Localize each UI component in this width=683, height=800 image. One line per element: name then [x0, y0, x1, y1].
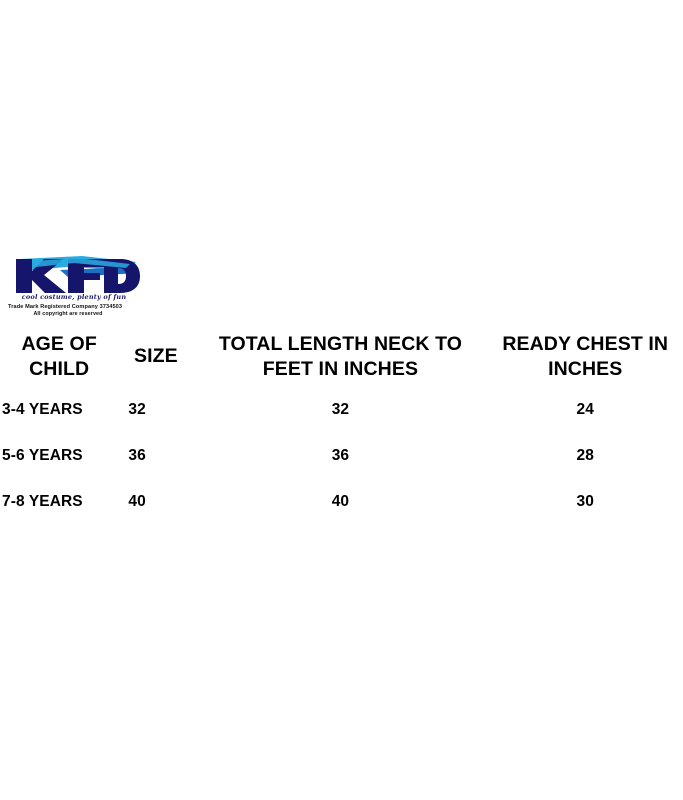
kfd-logo-icon: [8, 253, 140, 295]
cell-total-length: 40: [331, 493, 350, 511]
kfd-logo-graphic: [8, 253, 140, 295]
cell-total-length: 36: [331, 447, 350, 465]
cell-size: 32: [128, 401, 146, 419]
table-row: [0, 433, 683, 479]
trademark-line: Trade Mark Registered Company 3734503: [8, 304, 123, 310]
column-header-age: AGE OF CHILD: [21, 333, 97, 380]
brand-logo-block: [8, 253, 168, 317]
column-header-total-length: TOTAL LENGTH NECK TO FEET IN INCHES: [218, 333, 463, 380]
column-header-size: SIZE: [134, 345, 178, 368]
cell-size: 40: [128, 493, 146, 511]
cell-age: 5-6 YEARS: [2, 447, 83, 465]
brand-tagline: cool costume, plenty of fun: [21, 293, 127, 301]
cell-age: 7-8 YEARS: [2, 493, 83, 511]
cell-total-length: 32: [331, 401, 350, 419]
table-body: [0, 387, 683, 525]
cell-ready-chest: 30: [576, 493, 594, 511]
column-header-ready-chest: READY CHEST IN INCHES: [502, 333, 669, 380]
cell-size: 36: [128, 447, 146, 465]
table-head: [0, 332, 683, 387]
table-header-row: [0, 332, 683, 387]
table-row: [0, 479, 683, 525]
cell-ready-chest: 28: [576, 447, 594, 465]
cell-age: 3-4 YEARS: [2, 401, 83, 419]
table-row: [0, 387, 683, 433]
size-chart-table: [0, 332, 683, 525]
cell-ready-chest: 24: [576, 401, 594, 419]
brand-legal: [8, 304, 158, 317]
copyright-line: All copyright are reserved: [33, 311, 103, 317]
